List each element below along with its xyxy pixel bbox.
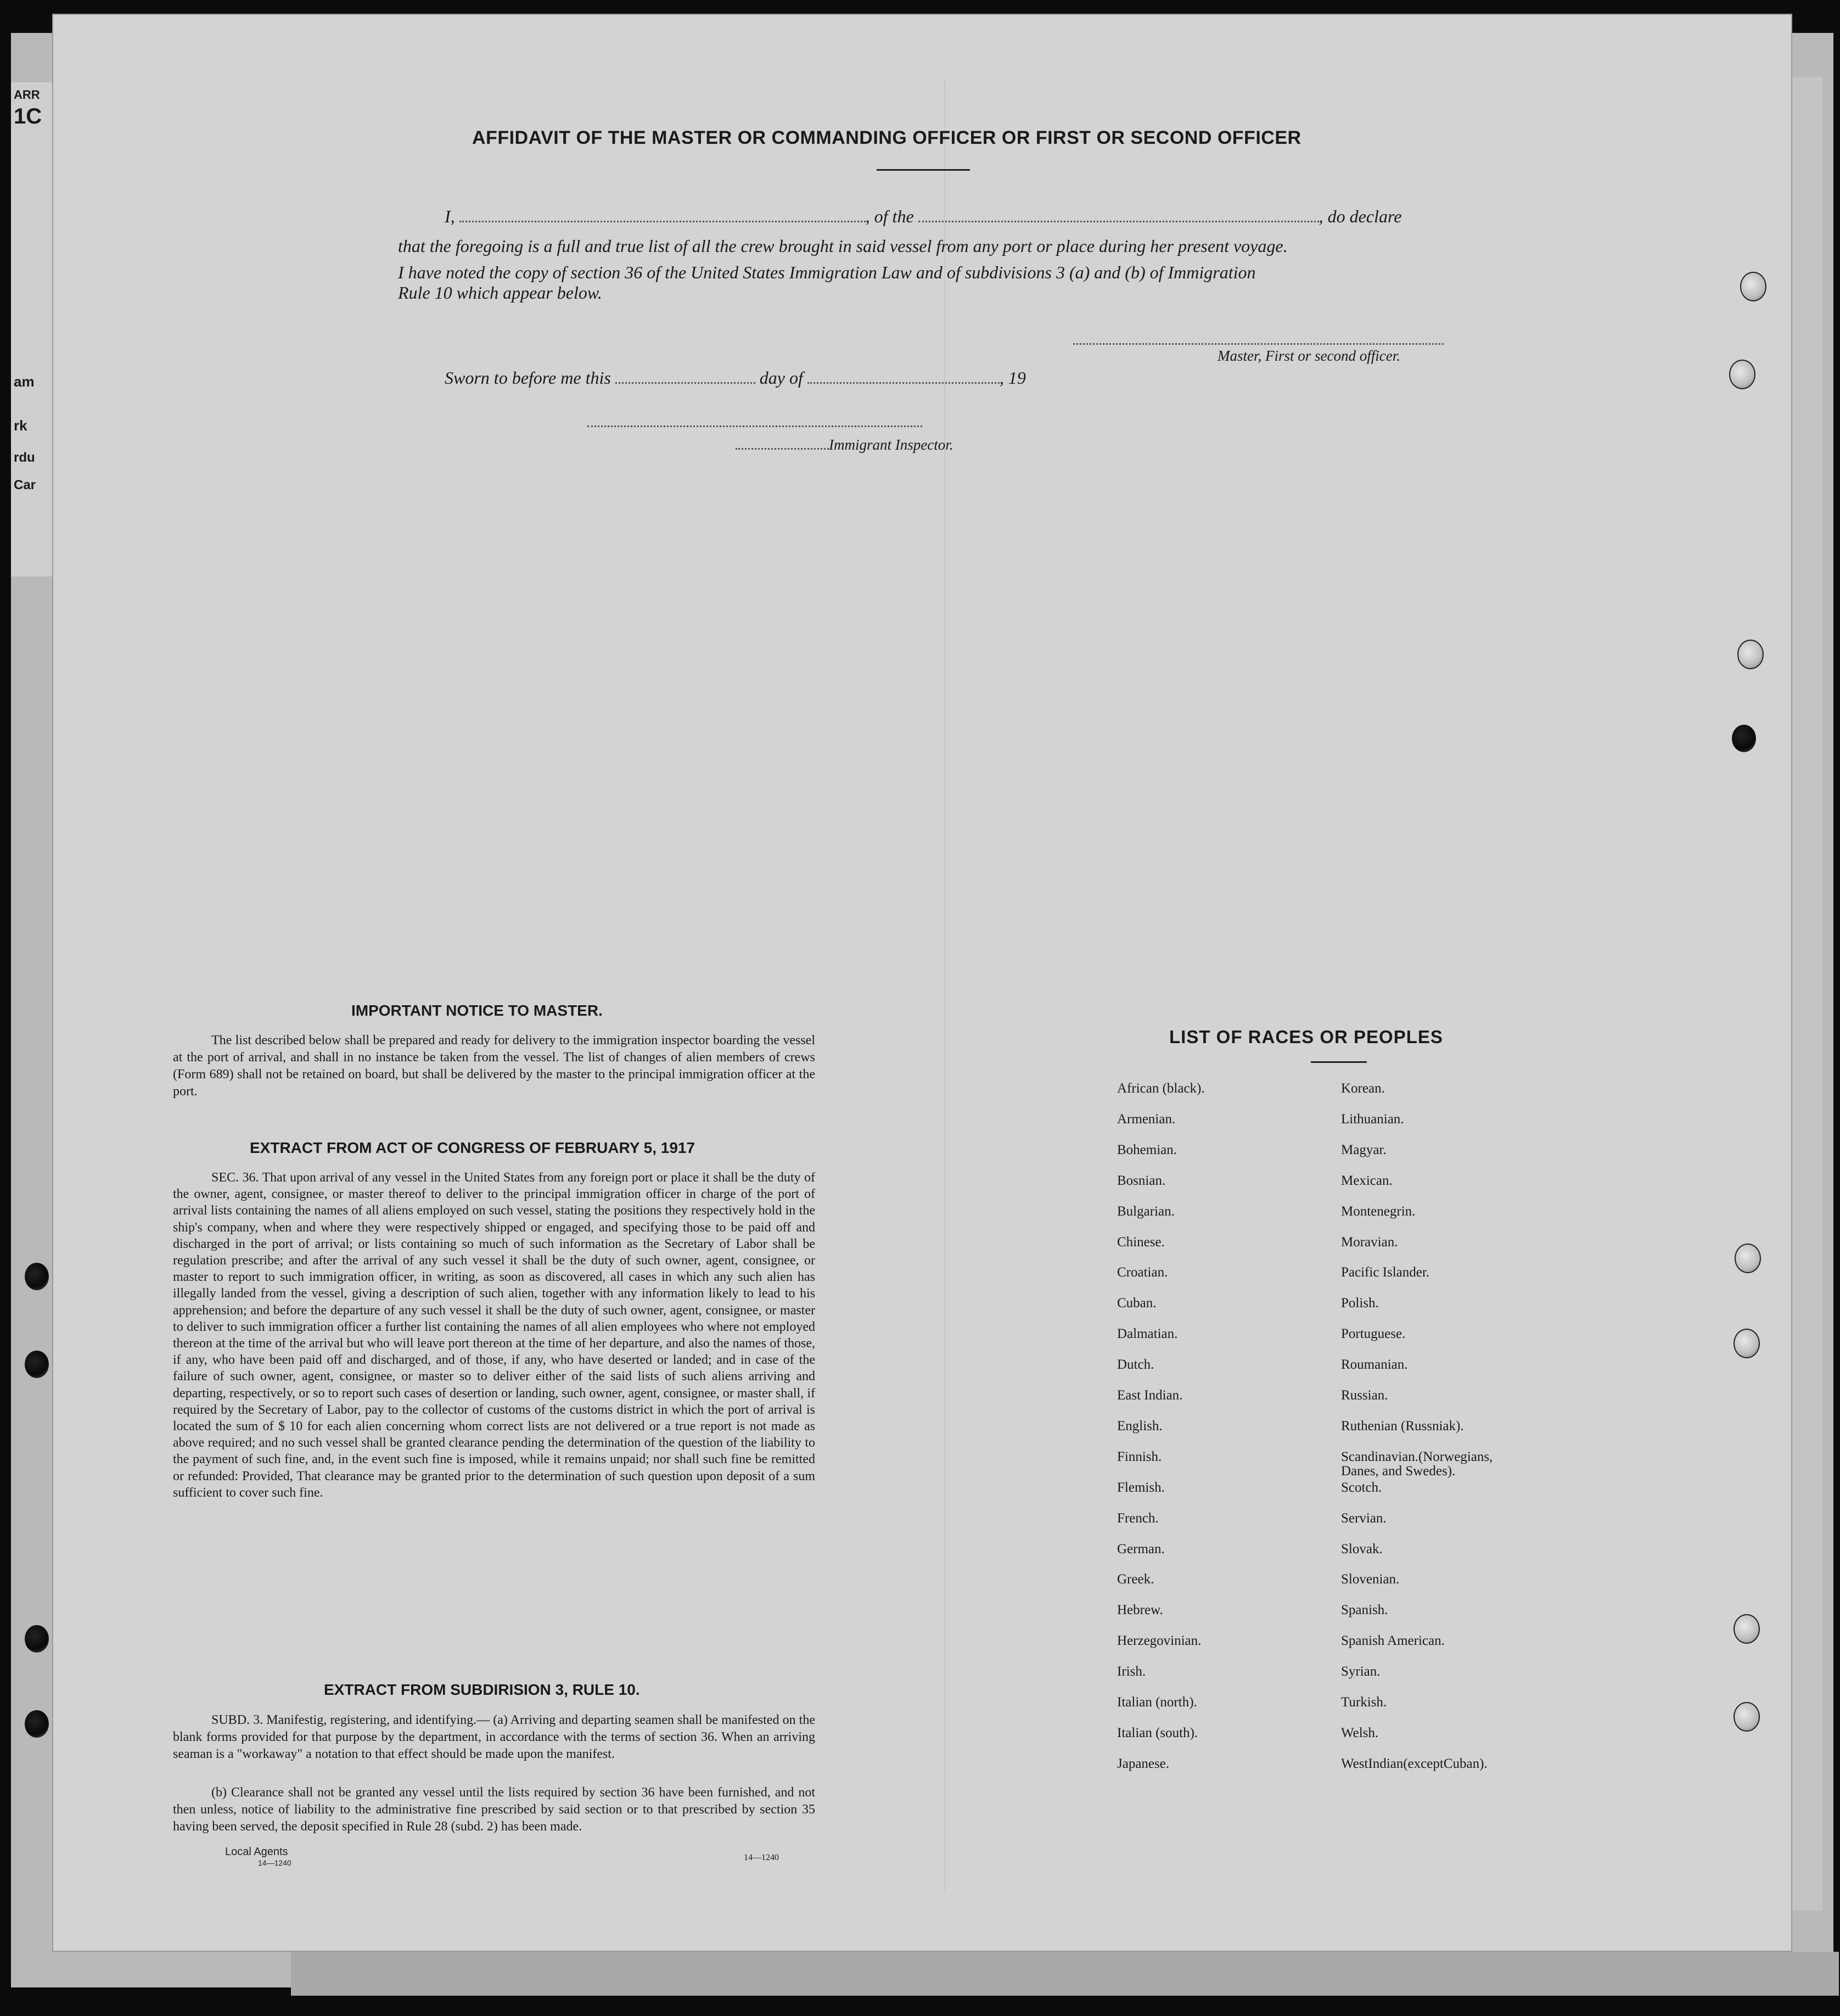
race-item: Pacific Islander. [1341, 1265, 1430, 1280]
form-number: 14—1240 [744, 1853, 779, 1862]
sworn-month-field[interactable] [807, 382, 1000, 384]
document-page [52, 14, 1792, 1952]
notice-text: The list described below shall be prepared and ready for delivery to the immigration inspector boarding the vessel at the port of arrival, and shall in no instance be taken from the vessel. The list of changes of alien members of crews (Form 689) shall not be retained on board, but shall be delivered by the master to the principal immigration officer at the port. [173, 1033, 815, 1099]
punch-hole [25, 1625, 49, 1653]
race-item: Bosnian. [1117, 1173, 1166, 1188]
act-extract-title: EXTRACT FROM ACT OF CONGRESS OF FEBRUARY 5, 1917 [250, 1139, 695, 1156]
margin-fragment: ARR [14, 88, 40, 102]
footer-form-number: 14—1240 [258, 1858, 291, 1867]
race-item: Hebrew. [1117, 1603, 1163, 1618]
year-label: , 19 [999, 368, 1026, 388]
punch-hole [1740, 272, 1766, 301]
affidavit-title: AFFIDAVIT OF THE MASTER OR COMMANDING OFFICER OR FIRST OR SECOND OFFICER [472, 127, 1302, 148]
center-fold [944, 80, 945, 1891]
vessel-name-field[interactable] [918, 221, 1319, 222]
race-item: Slovenian. [1341, 1572, 1400, 1587]
race-item: Russian. [1341, 1388, 1388, 1403]
race-item: Servian. [1341, 1510, 1387, 1526]
race-item: Magyar. [1341, 1142, 1387, 1157]
title-rule [877, 169, 970, 171]
race-item: Croatian. [1117, 1265, 1168, 1280]
race-item: Bulgarian. [1117, 1203, 1175, 1219]
day-of-label: day of [759, 368, 803, 388]
race-item: Greek. [1117, 1572, 1154, 1587]
declaration-line-4: Rule 10 which appear below. [398, 283, 602, 303]
race-item: Moravian. [1341, 1234, 1398, 1250]
inspector-line [736, 436, 953, 453]
race-item: Irish. [1117, 1664, 1146, 1679]
sworn-label: Sworn to before me this [445, 368, 611, 388]
declaration-line-2: that the foregoing is a full and true list of all the crew brought in said vessel from any port or place during her present voyage. [398, 236, 1288, 256]
race-item: Italian (south). [1117, 1725, 1198, 1740]
race-item: Polish. [1341, 1296, 1379, 1311]
notice-title: IMPORTANT NOTICE TO MASTER. [351, 1002, 603, 1019]
rule-extract-text-a: SUBD. 3. Manifestig, registering, and identifying.— (a) Arriving and departing seamen shall be manifested on the blank forms provided for that purpose by the department, in accordance with the terms of section 36. When an arriving seaman is a "workaway" a notation to that effect should be made upon the manifest. [173, 1713, 815, 1761]
punch-hole [1734, 1702, 1760, 1732]
races-title-rule [1311, 1061, 1367, 1063]
races-list-title: LIST OF RACES OR PEOPLES [1169, 1027, 1443, 1047]
race-item: Scotch. [1341, 1480, 1382, 1495]
race-item: Welsh. [1341, 1725, 1379, 1740]
rule-extract-title: EXTRACT FROM SUBDIRISION 3, RULE 10. [324, 1681, 640, 1698]
margin-fragment: Car [14, 478, 36, 492]
margin-fragment: rk [14, 417, 27, 434]
race-item: Dalmatian. [1117, 1326, 1178, 1342]
rule-extract-text-b: (b) Clearance shall not be granted any vessel until the lists required by section 36 have been furnished, and not then unless, notice of liability to the administrative fine prescribed by said section or to that prescribed by section 35 having been served, the deposit specified in Rule 28 (subd. 2) has been made. [173, 1785, 815, 1834]
left-page-fragment [11, 82, 58, 576]
master-signature-field[interactable] [1073, 343, 1444, 345]
punch-hole [25, 1351, 49, 1378]
declarant-name-field[interactable] [459, 221, 866, 222]
punch-hole [1737, 640, 1764, 669]
race-item: Dutch. [1117, 1357, 1154, 1373]
race-item: Spanish American. [1341, 1633, 1445, 1649]
punch-hole [1732, 725, 1756, 752]
master-signature-label: Master, First or second officer. [1218, 348, 1400, 364]
inspector-signature-field[interactable] [587, 425, 922, 427]
local-agents-text: Local Agents [225, 1846, 288, 1858]
race-item: Finnish. [1117, 1449, 1162, 1464]
race-item: East Indian. [1117, 1388, 1183, 1403]
race-item: Herzegovinian. [1117, 1633, 1202, 1649]
race-item: Lithuanian. [1341, 1111, 1404, 1127]
punch-hole [1734, 1329, 1760, 1358]
sworn-line [445, 368, 1026, 388]
margin-fragment: rdu [14, 450, 35, 465]
race-item: Mexican. [1341, 1173, 1393, 1188]
race-item: Portuguese. [1341, 1326, 1406, 1342]
race-item: Slovak. [1341, 1541, 1383, 1556]
margin-fragment: am [14, 373, 35, 390]
race-item: Turkish. [1341, 1695, 1387, 1710]
bottom-page-edge [291, 1952, 1839, 1996]
race-item: Japanese. [1117, 1756, 1170, 1771]
race-item: Ruthenian (Russniak). [1341, 1418, 1464, 1433]
act-extract-text: SEC. 36. That upon arrival of any vessel in the United States from any foreign port or place it shall be the duty of the owner, agent, consignee, or master thereof to deliver to the principal immigration officer in charge of the port of arrival lists containing the names of all aliens employed on such vessel, stating the positions they respectively hold in the ship's company, when and where they were respectively shipped or engaged, and specifying those to be paid off and discharged in the port of arrival; or lists containing so much of such information as the Secretary of Labor shall be regulation prescribe; and after the arrival of any such vessel it shall be the duty of such owner, agent, consignee, or master to report to such immigration officer, in writing, as soon as discovered, all cases in which any such alien has illegally landed from the vessel, giving a description of such alien, together with any information likely to lead to his apprehension; and before the departure of any such vessel it shall be the duty of such owner, agent, consignee, or master to deliver to such immigration officer a further list containing the names of all alien employees who where not employed thereon at the time of the arrival but who will leave port thereon at the time of her departure, and also the names of those, if any, who have been paid off and discharged, and of those, if any, who have deserted or landed; and in case of the failure of such owner, agent, consignee, or master so to deliver either of the said lists of such aliens arriving and departing, respectively, or so to report such cases of desertion or landing, such owner, agent, consignee, or master shall, if required by the Secretary of Labor, pay to the collector of customs of the customs district in which the port of arrival is located the sum of $ 10 for each alien concerning whom correct lists are not delivered or a true report is not made as above required; and no such vessel shall be granted clearance pending the determination of the question of the liability to the payment of such fine, and, in the event such fine is imposed, while it remains unpaid; nor shall such fine be remitted or refunded: Provided, That clearance may be granted prior to the determination of such question upon deposit of a sum sufficient to cover such fine. [173, 1171, 815, 1500]
race-item: Armenian. [1117, 1111, 1176, 1127]
declaration-line-1 [445, 206, 1401, 227]
race-item: German. [1117, 1541, 1165, 1556]
punch-hole [25, 1263, 49, 1290]
declaration-suffix: , do declare [1319, 206, 1402, 226]
punch-hole [1729, 360, 1755, 389]
race-item: Chinese. [1117, 1234, 1165, 1250]
race-item: English. [1117, 1418, 1163, 1433]
race-item: African (black). [1117, 1081, 1205, 1096]
local-agents-label [225, 1846, 291, 1867]
race-item: WestIndian(exceptCuban). [1341, 1756, 1488, 1771]
race-item: Flemish. [1117, 1480, 1165, 1495]
declarant-prefix: I, [445, 206, 455, 226]
race-item: Korean. [1341, 1081, 1385, 1096]
race-item: Bohemian. [1117, 1142, 1177, 1157]
race-item: Montenegrin. [1341, 1203, 1416, 1219]
race-item: French. [1117, 1510, 1159, 1526]
race-item: Roumanian. [1341, 1357, 1408, 1373]
race-item: Cuban. [1117, 1296, 1157, 1311]
punch-hole [25, 1710, 49, 1738]
race-item: Italian (north). [1117, 1695, 1197, 1710]
inspector-label: Immigrant Inspector. [829, 436, 953, 453]
vessel-prefix: , of the [865, 206, 914, 226]
race-item: Scandinavian.(Norwegians, Danes, and Swedes). [1341, 1449, 1493, 1479]
punch-hole [1734, 1614, 1760, 1644]
right-page-edge [1792, 77, 1822, 1911]
punch-hole [1735, 1244, 1761, 1273]
race-item: Syrian. [1341, 1664, 1381, 1679]
race-item: Spanish. [1341, 1603, 1388, 1618]
inspector-name-field[interactable] [736, 448, 829, 450]
sworn-day-field[interactable] [615, 382, 755, 384]
declaration-line-3: I have noted the copy of section 36 of the United States Immigration Law and of subdivisions 3 (a) and (b) of Immigration [398, 262, 1256, 282]
margin-fragment: 1C [14, 104, 42, 128]
